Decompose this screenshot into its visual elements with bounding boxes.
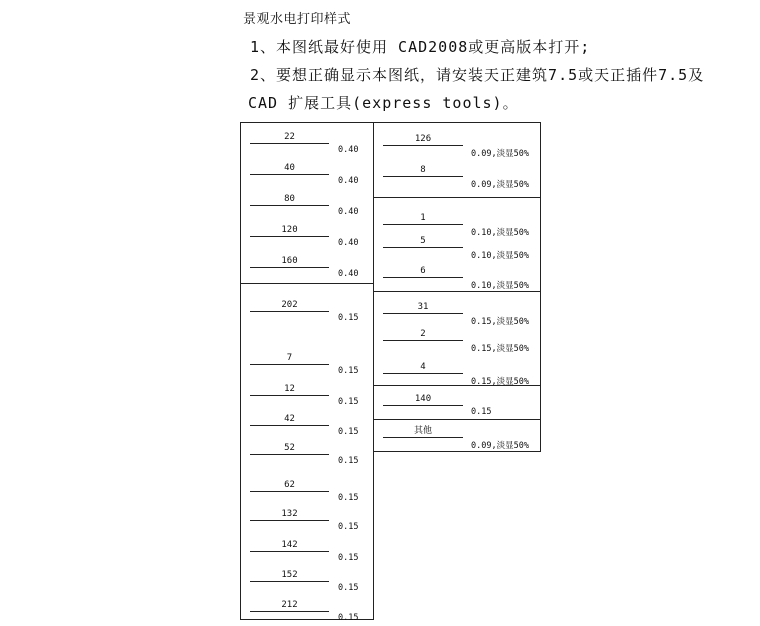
line-sample <box>383 247 463 248</box>
line-weight-value: 0.10,淡显50% <box>471 281 529 291</box>
color-index-label: 152 <box>281 570 298 580</box>
line-sample <box>383 145 463 146</box>
line-sample <box>383 313 463 314</box>
line-sample <box>383 373 463 374</box>
color-index-label: 120 <box>281 225 298 235</box>
color-index-label: 1 <box>420 213 426 223</box>
line-weight-value: 0.15 <box>338 397 359 407</box>
line-sample <box>383 340 463 341</box>
line-weight-value: 0.40 <box>338 207 359 217</box>
line-weight-value: 0.40 <box>338 176 359 186</box>
color-index-label: 160 <box>281 256 298 266</box>
line-weight-value: 0.40 <box>338 145 359 155</box>
line-weight-value: 0.15 <box>338 553 359 563</box>
color-index-label: 140 <box>414 394 432 404</box>
color-index-label: 126 <box>414 134 432 144</box>
line-sample <box>383 405 463 406</box>
color-index-label: 132 <box>281 509 298 519</box>
page-title: 景观水电打印样式 <box>243 12 352 27</box>
line-weight-value: 0.15 <box>338 583 359 593</box>
style-group-right-column-group4 <box>373 385 541 420</box>
line-sample <box>383 437 463 438</box>
color-index-label: 40 <box>284 163 295 173</box>
note-line-2: 2、要想正确显示本图纸，请安装天正建筑7.5或天正插件7.5及 <box>250 66 705 84</box>
color-index-label: 31 <box>417 302 429 312</box>
style-group-right-column-group1 <box>373 122 541 198</box>
line-weight-value: 0.10,淡显50% <box>471 251 529 261</box>
line-sample <box>250 267 329 268</box>
color-index-label: 7 <box>286 353 293 363</box>
line-weight-value: 0.40 <box>338 238 359 248</box>
line-weight-value: 0.15 <box>471 407 492 417</box>
line-sample <box>250 143 329 144</box>
line-weight-value: 0.15 <box>338 427 359 437</box>
style-group-right-column-group3 <box>373 291 541 386</box>
line-sample <box>383 277 463 278</box>
line-sample <box>250 425 329 426</box>
line-sample <box>250 520 329 521</box>
style-group-left-column-group1 <box>240 122 374 284</box>
color-index-label: 6 <box>420 266 426 276</box>
line-weight-value: 0.15,淡显50% <box>471 377 529 387</box>
line-weight-value: 0.09,淡显50% <box>471 149 529 159</box>
line-weight-value: 0.15 <box>338 493 359 503</box>
line-sample <box>250 551 329 552</box>
line-weight-value: 0.40 <box>338 269 359 279</box>
line-weight-value: 0.09,淡显50% <box>471 441 529 451</box>
style-group-right-column-group5 <box>373 419 541 452</box>
color-index-label: 202 <box>281 300 298 310</box>
line-weight-value: 0.15 <box>338 522 359 532</box>
note-line-1: 1、本图纸最好使用 CAD2008或更高版本打开; <box>250 38 591 56</box>
color-index-label: 其他 <box>413 426 432 436</box>
color-index-label: 52 <box>284 443 295 453</box>
color-index-label: 5 <box>420 236 426 246</box>
style-group-left-column-group2 <box>240 283 374 623</box>
line-weight-value: 0.09,淡显50% <box>471 180 529 190</box>
line-sample <box>250 581 329 582</box>
line-sample <box>250 395 329 396</box>
line-sample <box>383 224 463 225</box>
color-index-label: 212 <box>281 600 298 610</box>
color-index-label: 142 <box>281 540 298 550</box>
color-index-label: 4 <box>420 362 426 372</box>
color-index-label: 12 <box>284 384 295 394</box>
line-weight-value: 0.15,淡显50% <box>471 317 529 327</box>
line-sample <box>250 454 329 455</box>
line-sample <box>250 174 329 175</box>
style-group-right-column-group2 <box>373 197 541 292</box>
line-weight-value: 0.15 <box>338 366 359 376</box>
line-sample <box>250 611 329 612</box>
color-index-label: 80 <box>284 194 295 204</box>
line-weight-value: 0.15 <box>338 613 359 623</box>
line-sample <box>250 491 329 492</box>
color-index-label: 62 <box>284 480 295 490</box>
color-index-label: 22 <box>284 132 295 142</box>
line-sample <box>250 364 329 365</box>
line-sample <box>250 236 329 237</box>
line-weight-value: 0.15 <box>338 313 359 323</box>
line-sample <box>250 311 329 312</box>
color-index-label: 42 <box>284 414 295 424</box>
line-weight-value: 0.10,淡显50% <box>471 228 529 238</box>
color-index-label: 8 <box>420 165 426 175</box>
line-sample <box>250 205 329 206</box>
color-index-label: 2 <box>420 329 426 339</box>
line-weight-value: 0.15 <box>338 456 359 466</box>
line-weight-value: 0.15,淡显50% <box>471 344 529 354</box>
line-sample <box>383 176 463 177</box>
note-line-3: CAD 扩展工具(express tools)。 <box>248 94 519 112</box>
